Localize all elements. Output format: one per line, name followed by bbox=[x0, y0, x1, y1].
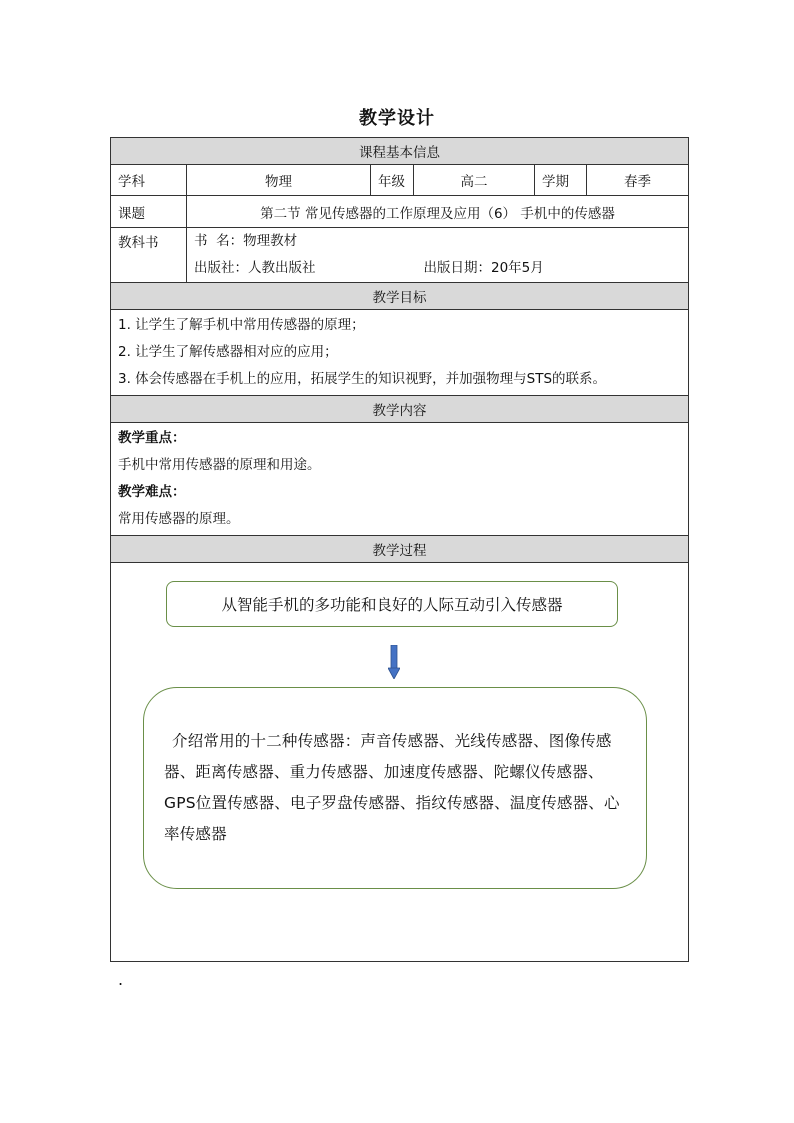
content-body bbox=[111, 423, 689, 536]
section-content bbox=[111, 396, 689, 423]
term-label: 学期 bbox=[535, 165, 587, 196]
key-point-label: 教学重点： bbox=[118, 430, 186, 446]
section-objectives bbox=[111, 283, 689, 310]
subject-value: 物理 bbox=[187, 165, 371, 196]
section-process bbox=[111, 536, 689, 563]
objective-item: 1. 让学生了解手机中常用传感器的原理； bbox=[118, 317, 365, 333]
subject-row bbox=[111, 165, 689, 196]
textbook-info bbox=[187, 228, 689, 283]
subject-label: 学科 bbox=[111, 165, 187, 196]
topic-value: 第二节 常见传感器的工作原理及应用（6） 手机中的传感器 bbox=[187, 196, 689, 228]
term-value: 春季 bbox=[587, 165, 689, 196]
objective-item: 2. 让学生了解传感器相对应的应用； bbox=[118, 344, 338, 360]
textbook-label: 教科书 bbox=[111, 228, 187, 283]
grade-label: 年级 bbox=[371, 165, 414, 196]
lesson-plan-table bbox=[110, 137, 689, 962]
process-header: 教学过程 bbox=[111, 536, 689, 563]
topic-row bbox=[111, 196, 689, 228]
publisher-date-line bbox=[194, 255, 681, 282]
process-flow bbox=[111, 563, 689, 962]
down-arrow-icon bbox=[388, 645, 400, 679]
difficulty-label: 教学难点： bbox=[118, 484, 186, 500]
objectives-header: 教学目标 bbox=[111, 283, 689, 310]
process-step-intro: 从智能手机的多功能和良好的人际互动引入传感器 bbox=[166, 581, 618, 627]
basic-info-header: 课程基本信息 bbox=[111, 138, 689, 165]
key-point-text: 手机中常用传感器的原理和用途。 bbox=[118, 457, 321, 473]
book-name: 书 名：物理教材 bbox=[194, 233, 298, 249]
textbook-row bbox=[111, 228, 689, 283]
objectives-list bbox=[111, 310, 689, 396]
content-header: 教学内容 bbox=[111, 396, 689, 423]
content-row bbox=[111, 423, 689, 536]
publish-date: 出版日期：20年5月 bbox=[423, 260, 544, 276]
grade-value: 高二 bbox=[414, 165, 535, 196]
objective-item: 3. 体会传感器在手机上的应用，拓展学生的知识视野，并加强物理与STS的联系。 bbox=[118, 371, 607, 387]
document-title: 教学设计 bbox=[359, 108, 435, 129]
topic-label: 课题 bbox=[111, 196, 187, 228]
objectives-row bbox=[111, 310, 689, 396]
section-basic-info bbox=[111, 138, 689, 165]
publisher: 出版社：人教出版社 bbox=[194, 260, 316, 276]
process-step-sensors: 介绍常用的十二种传感器：声音传感器、光线传感器、图像传感器、距离传感器、重力传感器、加速度传感器、陀螺仪传感器、GPS位置传感器、电子罗盘传感器、指纹传感器、温度传感器、心率传感器 bbox=[143, 687, 647, 889]
process-row bbox=[111, 563, 689, 962]
difficulty-text: 常用传感器的原理。 bbox=[118, 511, 240, 527]
footer-mark: . bbox=[118, 970, 124, 989]
